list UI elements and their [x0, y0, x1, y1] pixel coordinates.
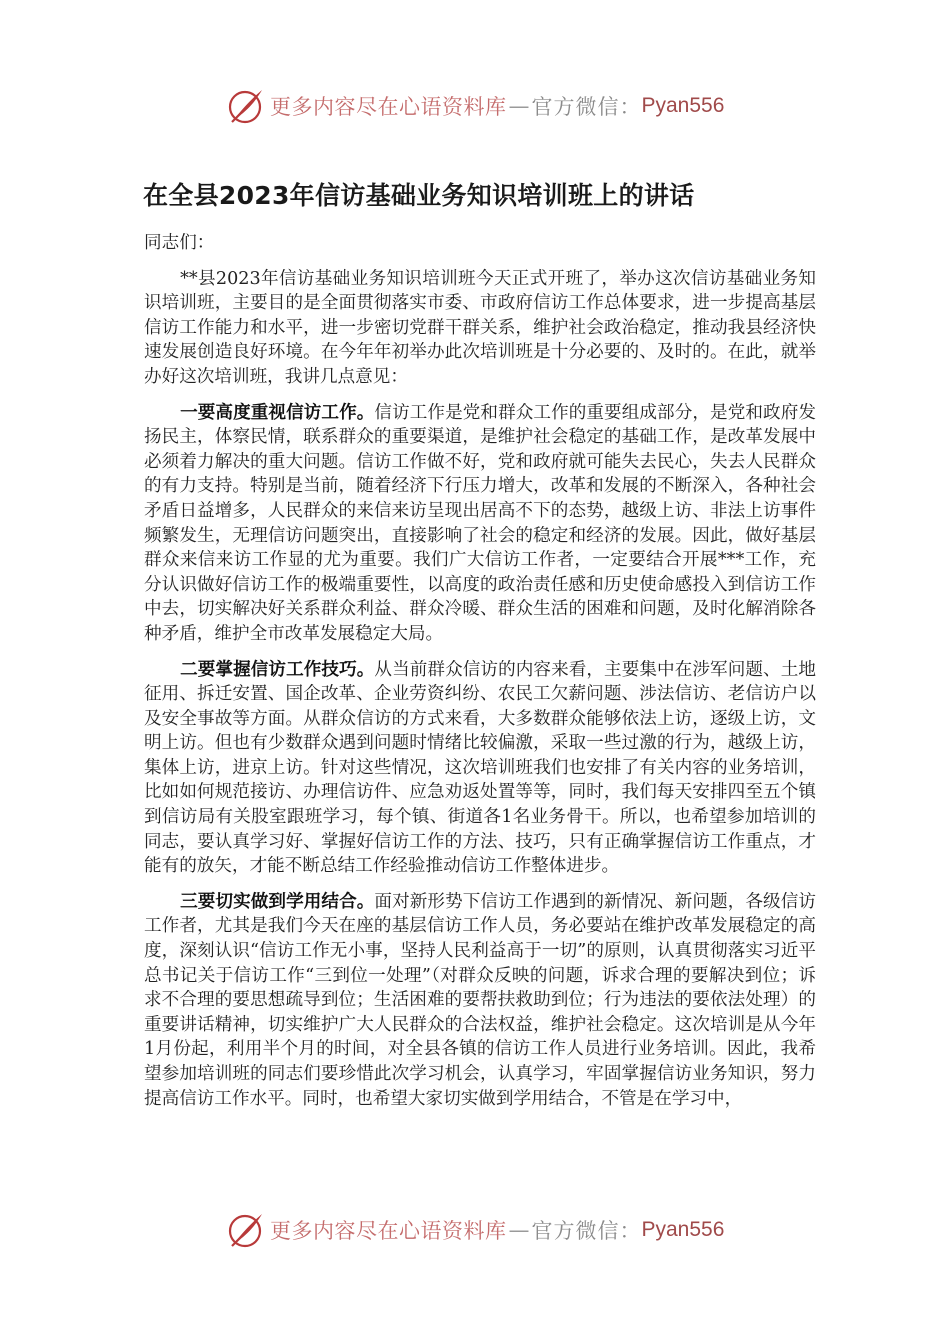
- quill-logo-icon: [226, 1210, 266, 1250]
- section-text-3: 面对新形势下信访工作遇到的新情况、新问题，各级信访工作者，尤其是我们今天在座的基层信访工作人员，务必要站在维护改革发展稳定的高度，深刻认识“信访工作无小事，坚持人民利益高于一切”的原则，认真贯彻落实习近平总书记关于信访工作“三到位一处理”（对群众反映的问题，诉求合理的要解决到位；诉求不合理的要思想疏导到位；生活困难的要帮扶救助到位；行为违法的要依法处理）的重要讲话精神，切实维护广大人民群众的合法权益，维护社会稳定。这次培训是从今年1月份起，利用半个月的时间，对全县各镇的信访工作人员进行业务培训。因此，我希望参加培训班的同志们要珍惜此次学习机会，认真学习，牢固掌握信访业务知识，努力提高信访工作水平。同时，也希望大家切实做到学用结合，不管是在学习中，: [144, 891, 816, 1109]
- quill-logo-icon: [226, 86, 266, 126]
- banner-wechat-id: Pyan556: [641, 94, 725, 117]
- section-paragraph-2: [144, 658, 816, 879]
- section-heading-3: 三要切实做到学用结合。: [180, 891, 375, 912]
- banner-wechat-id: Pyan556: [641, 1218, 725, 1241]
- section-paragraph-3: [144, 890, 816, 1111]
- section-text-2: 从当前群众信访的内容来看，主要集中在涉军问题、土地征用、拆迁安置、国企改革、企业劳资纠纷、农民工欠薪问题、涉法信访、老信访户以及安全事故等方面。从群众信访的方式来看，大多数群众能够依法上访，逐级上访，文明上访。但也有少数群众遇到问题时情绪比较偏激，采取一些过激的行为，越级上访，集体上访，进京上访。针对这些情况，这次培训班我们也安排了有关内容的业务培训，比如如何规范接访、办理信访件、应急劝返处置等等，同时，我们每天安排四至五个镇到信访局有关股室跟班学习，每个镇、街道各1名业务骨干。所以，也希望参加培训的同志，要认真学习好、掌握好信访工作的方法、技巧，只有正确掌握信访工作重点，才能有的放矢，才能不断总结工作经验推动信访工作整体进步。: [144, 659, 816, 877]
- salutation: 同志们：: [144, 233, 215, 253]
- banner-wechat-label: 官方微信：: [531, 1219, 642, 1243]
- document-body: [144, 231, 816, 1122]
- section-heading-2: 二要掌握信访工作技巧。: [180, 659, 375, 680]
- intro-paragraph: **县2023年信访基础业务知识培训班今天正式开班了，举办这次信访基础业务知识培训班，主要目的是全面贯彻落实市委、市政府信访工作总体要求，进一步提高基层信访工作能力和水平，进一步密切党群干群关系，维护社会政治稳定，推动我县经济快速发展创造良好环境。在今年年初举办此次培训班是十分必要的、及时的。在此，就举办好这次培训班，我讲几点意见：: [144, 268, 816, 387]
- banner-separator: —: [508, 1218, 530, 1242]
- banner-wechat-label: 官方微信：: [531, 95, 642, 119]
- banner-site-text: 更多内容尽在心语资料库: [270, 1219, 507, 1243]
- banner-separator: —: [508, 94, 530, 118]
- banner-site-text: 更多内容尽在心语资料库: [270, 95, 507, 119]
- document-title: 在全县2023年信访基础业务知识培训班上的讲话: [143, 181, 695, 210]
- section-paragraph-1: [144, 401, 816, 647]
- section-text-1: 信访工作是党和群众工作的重要组成部分，是党和政府发扬民主，体察民情，联系群众的重要渠道，是维护社会稳定的基础工作，是改革发展中必须着力解决的重大问题。信访工作做不好，党和政府就可能失去民心，失去人民群众的有力支持。特别是当前，随着经济下行压力增大，改革和发展的不断深入，各种社会矛盾日益增多，人民群众的来信来访呈现出居高不下的态势，越级上访、非法上访事件频繁发生，无理信访问题突出，直接影响了社会的稳定和经济的发展。因此，做好基层群众来信来访工作显的尤为重要。我们广大信访工作者，一定要结合开展***工作，充分认识做好信访工作的极端重要性，以高度的政治责任感和历史使命感投入到信访工作中去，切实解决好关系群众利益、群众冷暖、群众生活的困难和问题，及时化解消除各种矛盾，维护全市改革发展稳定大局。: [144, 402, 816, 644]
- footer-banner: [226, 1208, 724, 1252]
- header-banner: [226, 84, 724, 128]
- section-heading-1: 一要高度重视信访工作。: [180, 402, 375, 423]
